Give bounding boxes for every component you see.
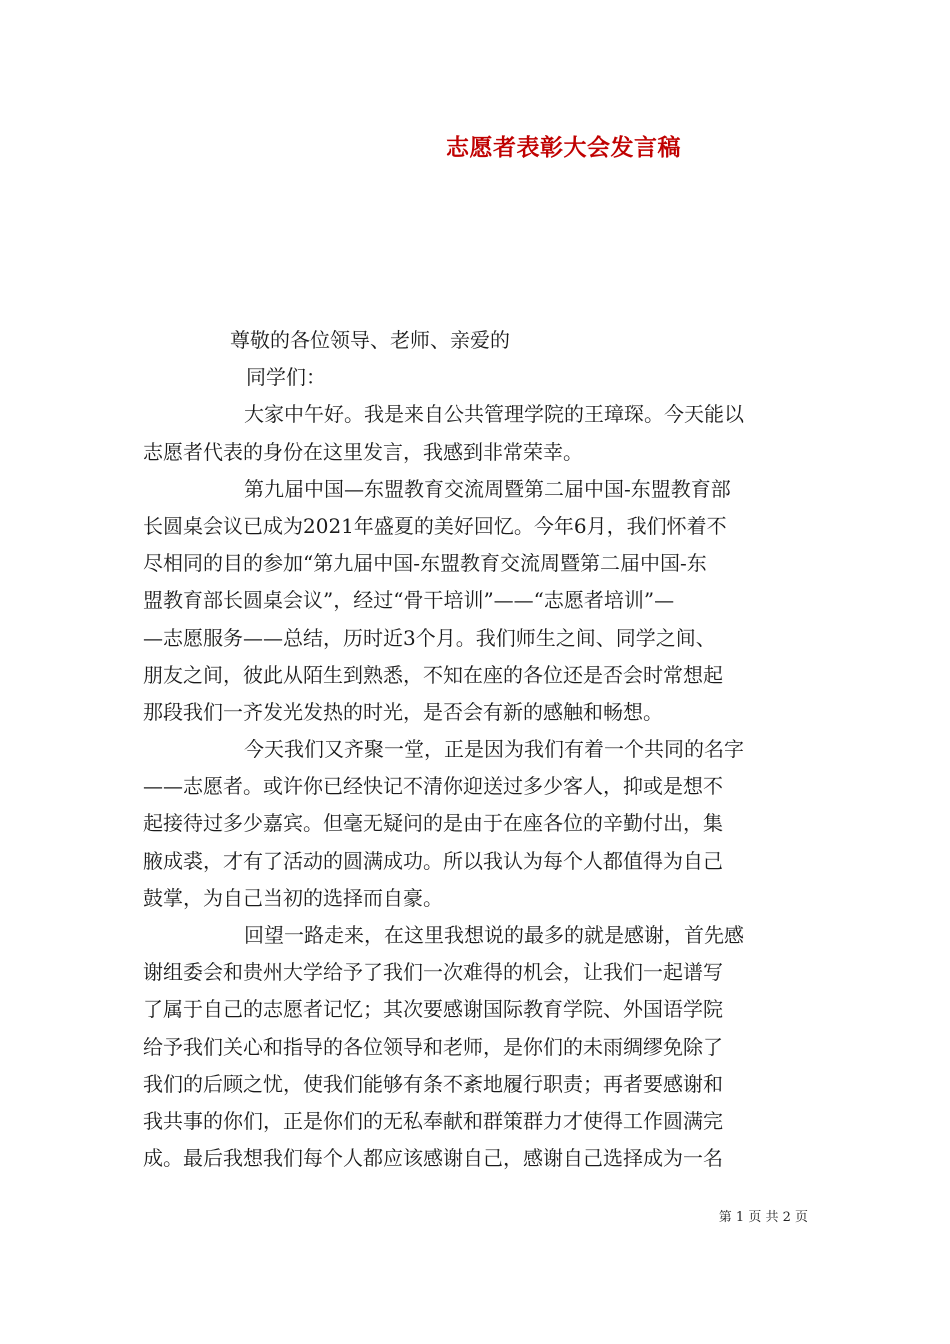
paragraph-line: 回望一路走来，在这里我想说的最多的就是感谢，首先感 <box>244 923 744 947</box>
paragraph-line: ——志愿者。或许你已经快记不清你迎送过多少客人，抑或是想不 <box>143 774 723 799</box>
paragraph-line: 我们的后顾之忧，使我们能够有条不紊地履行职责；再者要感谢和 <box>143 1071 723 1096</box>
paragraph-line: 朋友之间，彼此从陌生到熟悉，不知在座的各位还是否会时常想起 <box>143 662 723 687</box>
paragraph-line: 志愿者代表的身份在这里发言，我感到非常荣幸。 <box>143 439 583 464</box>
paragraph-line: 长圆桌会议已成为2021年盛夏的美好回忆。今年6月，我们怀着不 <box>143 513 727 538</box>
paragraph-line: 大家中午好。我是来自公共管理学院的王璋琛。今天能以 <box>244 402 744 427</box>
paragraph-line: 第九届中国—东盟教育交流周暨第二届中国-东盟教育部 <box>244 476 731 501</box>
paragraph-line: 鼓掌，为自己当初的选择而自豪。 <box>143 885 443 910</box>
paragraph <box>143 471 808 731</box>
paragraph <box>143 917 808 1177</box>
document-title: 志愿者表彰大会发言稿 <box>446 134 681 161</box>
paragraph-line: 我共事的你们，正是你们的无私奉献和群策群力才使得工作圆满完 <box>143 1108 723 1133</box>
page-number-footer: 第 1 页 共 2 页 <box>718 1210 808 1225</box>
paragraph-line: 了属于自己的志愿者记忆；其次要感谢国际教育学院、外国语学院 <box>143 997 723 1022</box>
paragraph-line: 谢组委会和贵州大学给予了我们一次难得的机会，让我们一起谱写 <box>143 960 723 985</box>
paragraph-line: 腋成裘，才有了活动的圆满成功。所以我认为每个人都值得为自己 <box>143 848 723 873</box>
paragraph-line: 今天我们又齐聚一堂，正是因为我们有着一个共同的名字 <box>244 737 744 762</box>
paragraph-line: 尽相同的目的参加“第九届中国-东盟教育交流周暨第二届中国-东 <box>143 551 707 576</box>
paragraph-line: 成。最后我想我们每个人都应该感谢自己，感谢自己选择成为一名 <box>143 1146 723 1171</box>
paragraph-line: 给予我们关心和指导的各位领导和老师，是你们的未雨绸缪免除了 <box>143 1034 723 1059</box>
paragraph-line: 那段我们一齐发光发热的时光，是否会有新的感触和畅想。 <box>143 699 663 724</box>
salutation-line: 同学们： <box>246 365 326 390</box>
paragraph <box>143 731 808 917</box>
paragraph-line: 盟教育部长圆桌会议”，经过“骨干培训”——“志愿者培训”— <box>143 588 675 613</box>
document-body <box>143 322 808 1177</box>
paragraph-line: —志愿服务——总结，历时近3个月。我们师生之间、同学之间、 <box>143 625 716 650</box>
paragraph <box>143 396 808 470</box>
paragraph-line: 起接待过多少嘉宾。但毫无疑问的是由于在座各位的辛勤付出，集 <box>143 811 723 836</box>
salutation-line: 尊敬的各位领导、老师、亲爱的 <box>230 328 510 352</box>
